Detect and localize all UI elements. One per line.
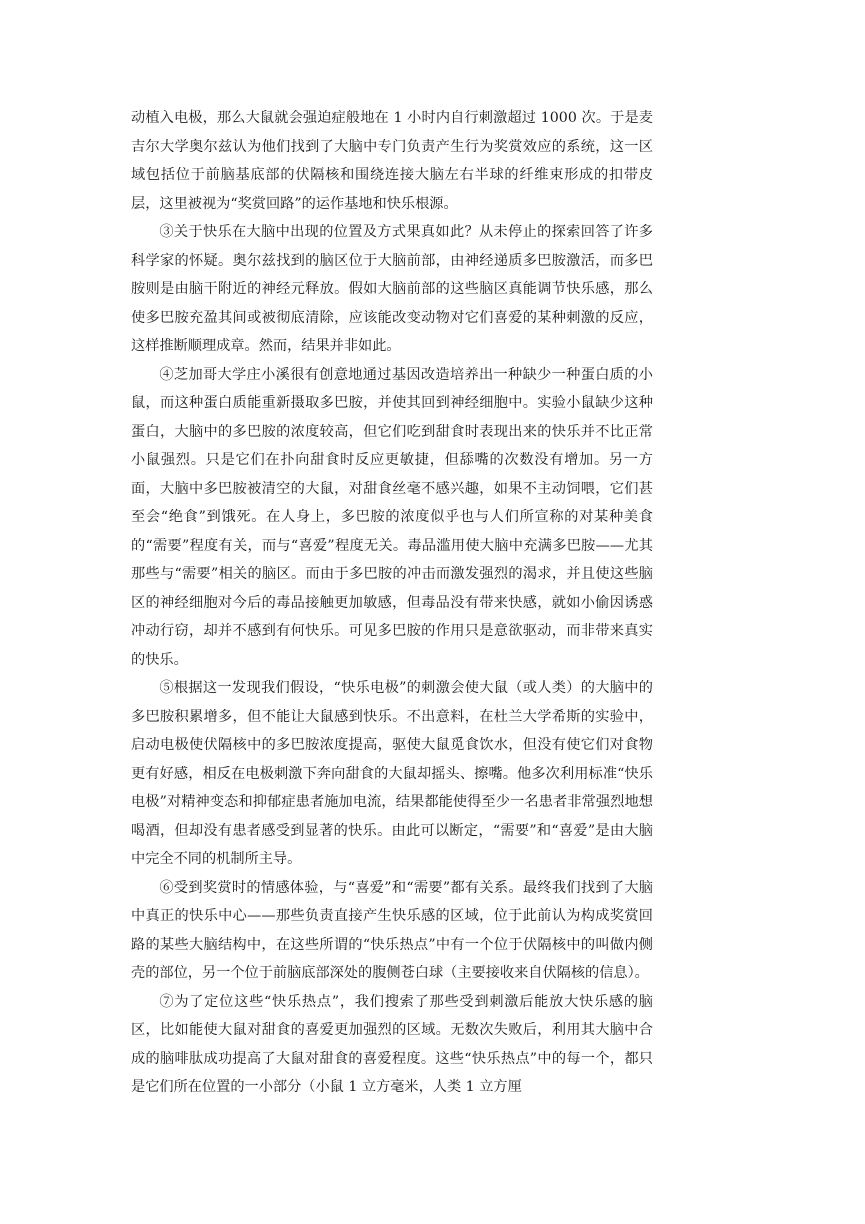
document-body [131, 104, 653, 1102]
paragraph-5: ⑤根据这一发现我们假设，“快乐电极”的刺激会使大鼠（或人类）的大脑中的多巴胺积累增多，但不能让大鼠感到快乐。不出意料，在杜兰大学希斯的实验中，启动电极使伏隔核中的多巴胺浓度提高，驱使大鼠觅食饮水，但没有使它们对食物更有好感，相反在电极刺激下奔向甜食的大鼠却摇头、擦嘴。他多次利用标准“快乐电极”对精神变态和抑郁症患者施加电流，结果都能使得至少一名患者非常强烈地想喝酒，但却没有患者感受到显著的快乐。由此可以断定，“需要”和“喜爱”是由大脑中完全不同的机制所主导。 [131, 680, 653, 867]
paragraph-7: ⑦为了定位这些“快乐热点”，我们搜索了那些受到刺激后能放大快乐感的脑区，比如能使大鼠对甜食的喜爱更加强烈的区域。无数次失败后，利用其大脑中合成的脑啡肽成功提高了大鼠对甜食的喜爱程度。这些“快乐热点”中的每一个，都只是它们所在位置的一小部分（小鼠 1 立方毫米，人类 1 立方厘 [131, 993, 653, 1095]
paragraph-6: ⑥受到奖赏时的情感体验，与“喜爱”和“需要”都有关系。最终我们找到了大脑中真正的快乐中心——那些负责直接产生快乐感的区域，位于此前认为构成奖赏回路的某些大脑结构中，在这些所谓的“快乐热点”中有一个位于伏隔核中的叫做内侧壳的部位，另一个位于前脑底部深处的腹侧苍白球（主要接收来自伏隔核的信息）。 [131, 879, 653, 981]
paragraph-4: ④芝加哥大学庄小溪很有创意地通过基因改造培养出一种缺少一种蛋白质的小鼠，而这种蛋白质能重新摄取多巴胺，并使其回到神经细胞中。实验小鼠缺少这种蛋白，大脑中的多巴胺的浓度较高，但它们吃到甜食时表现出来的快乐并不比正常小鼠强烈。只是它们在扑向甜食时反应更敏捷，但舔嘴的次数没有增加。另一方面，大脑中多巴胺被清空的大鼠，对甜食丝毫不感兴趣，如果不主动饲喂，它们甚至会“绝食”到饿死。在人身上，多巴胺的浓度似乎也与人们所宣称的对某种美食的“需要”程度有关，而与“喜爱”程度无关。毒品滥用使大脑中充满多巴胺——尤其那些与“需要”相关的脑区。而由于多巴胺的冲击而激发强烈的渴求，并且使这些脑区的神经细胞对今后的毒品接触更加敏感，但毒品没有带来快感，就如小偷因诱惑冲动行窃，却并不感到有何快乐。可见多巴胺的作用只是意欲驱动，而非带来真实的快乐。 [131, 366, 653, 668]
paragraph-continuation: 动植入电极，那么大鼠就会强迫症般地在 1 小时内自行刺激超过 1000 次。于是麦吉尔大学奥尔兹认为他们找到了大脑中专门负责产生行为奖赏效应的系统，这一区域包括位于前脑基底部的伏隔核和围绕连接大脑左右半球的纤维束形成的扣带皮层，这里被视为“奖赏回路”的运作基地和快乐根源。 [131, 110, 653, 212]
paragraph-3: ③关于快乐在大脑中出现的位置及方式果真如此？从未停止的探索回答了许多科学家的怀疑。奥尔兹找到的脑区位于大脑前部，由神经递质多巴胺激活，而多巴胺则是由脑干附近的神经元释放。假如大脑前部的这些脑区真能调节快乐感，那么使多巴胺充盈其间或被彻底清除，应该能改变动物对它们喜爱的某种刺激的反应，这样推断顺理成章。然而，结果并非如此。 [131, 224, 653, 354]
